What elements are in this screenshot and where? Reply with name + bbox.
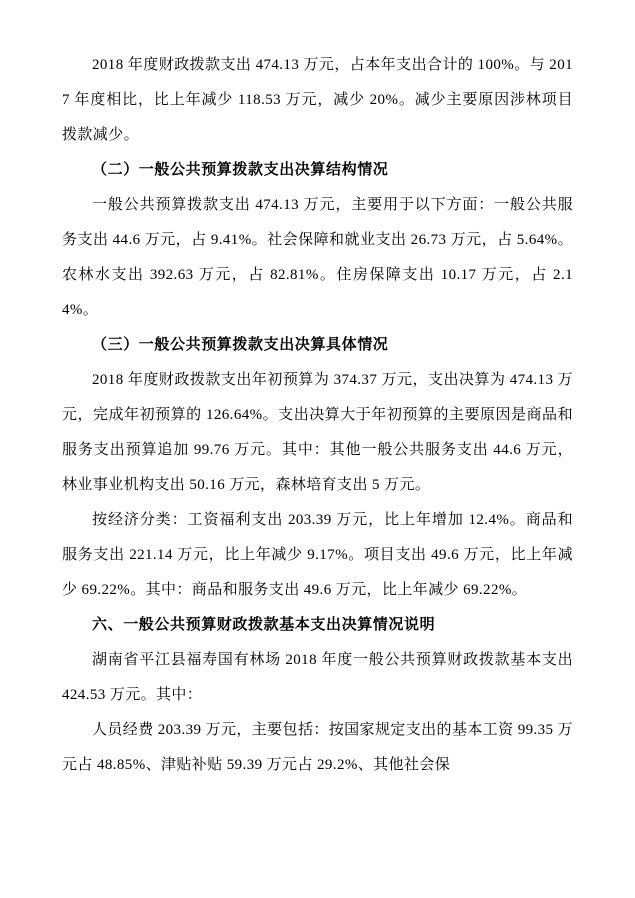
heading-section-two: （二）一般公共预算拨款支出决算结构情况: [92, 162, 389, 178]
heading-section-three: （三）一般公共预算拨款支出决算具体情况: [92, 337, 389, 353]
heading-section-six: 六、一般公共预算财政拨款基本支出决算情况说明: [92, 617, 436, 633]
paragraph-fiscal-appropriation-expenditure: 2018 年度财政拨款支出 474.13 万元，占本年支出合计的 100%。与 2017 年度相比，比上年减少 118.53 万元，减少 20%。减少主要原因涉林项目拨款减少。: [62, 57, 573, 143]
paragraph-economic-classification: 按经济分类：工资福利支出 203.39 万元，比上年增加 12.4%。商品和服务支出 221.14 万元，比上年减少 9.17%。项目支出 49.6 万元，比上年减少 69.22%。其中：商品和服务支出 49.6 万元，比上年减少 69.22%。: [62, 512, 573, 598]
paragraph-basic-expenditure: 湖南省平江县福寿国有林场 2018 年度一般公共预算财政拨款基本支出 424.53 万元。其中：: [62, 652, 573, 703]
paragraph-budget-details: 2018 年度财政拨款支出年初预算为 374.37 万元，支出决算为 474.13 万元，完成年初预算的 126.64%。支出决算大于年初预算的主要原因是商品和服务支出预算追加 99.76 万元。其中：其他一般公共服务支出 44.6 万元，林业事业机构支出 50.16 万元，森林培育支出 5 万元。: [62, 372, 573, 493]
paragraph-personnel-expenses: 人员经费 203.39 万元，主要包括：按国家规定支出的基本工资 99.35 万元占 48.85%、津贴补贴 59.39 万元占 29.2%、其他社会保: [62, 722, 574, 773]
paragraph-budget-structure: 一般公共预算拨款支出 474.13 万元，主要用于以下方面：一般公共服务支出 44.6 万元，占 9.41%。社会保障和就业支出 26.73 万元，占 5.64%。农林水支出 392.63 万元，占 82.81%。住房保障支出 10.17 万元，占 2.14%。: [62, 197, 573, 318]
document-body: [62, 48, 573, 783]
